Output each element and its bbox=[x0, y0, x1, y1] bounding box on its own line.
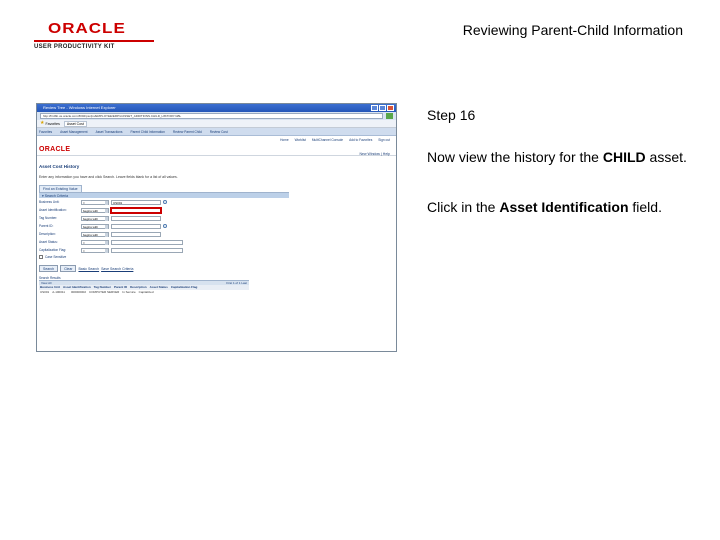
lookup-icon[interactable] bbox=[163, 224, 167, 228]
instruction-text: Now view the history for the bbox=[427, 149, 603, 165]
criteria-row-description bbox=[39, 230, 394, 238]
ps-oracle-logo: ORACLE bbox=[39, 146, 71, 153]
nav-multichannel[interactable]: MultiChannel Console bbox=[311, 138, 344, 142]
criteria-label: Parent ID: bbox=[39, 224, 54, 228]
menu-item[interactable]: Review Cost bbox=[209, 129, 228, 134]
app-screenshot bbox=[36, 103, 397, 352]
operator-select[interactable]: begins with bbox=[81, 224, 109, 229]
case-sensitive-row bbox=[39, 255, 394, 259]
case-sensitive-label: Case Sensitive bbox=[45, 255, 67, 259]
logo-rule bbox=[34, 40, 154, 42]
column-header[interactable]: Tag Number bbox=[93, 285, 111, 289]
instruction-emphasis: Asset Identification bbox=[499, 199, 629, 215]
instruction-text: Click in the bbox=[427, 199, 500, 215]
operator-select[interactable]: = bbox=[81, 240, 109, 245]
header-links[interactable]: New Window | Help bbox=[359, 152, 390, 156]
column-header[interactable]: Capitalization Flag bbox=[170, 285, 198, 289]
slide-title: Reviewing Parent-Child Information bbox=[462, 22, 683, 38]
table-cell: COMPUTER SERVER bbox=[89, 290, 120, 294]
browser-titlebar bbox=[37, 104, 396, 112]
results-title: Search Results bbox=[39, 276, 61, 280]
instruction-text: asset. bbox=[645, 149, 687, 165]
logo-subtitle: USER PRODUCTIVITY KIT bbox=[34, 44, 115, 50]
ps-content bbox=[37, 156, 396, 299]
table-cell: A-100011 bbox=[52, 290, 65, 294]
favorites-label: Favorites bbox=[45, 121, 60, 126]
column-header[interactable]: Parent ID bbox=[113, 285, 128, 289]
table-cell: Capitalized bbox=[138, 290, 154, 294]
page-title: Asset Cost History bbox=[39, 164, 80, 169]
window-controls bbox=[371, 104, 396, 112]
favorites-bar bbox=[37, 120, 396, 128]
search-button[interactable]: Search bbox=[39, 265, 58, 272]
criteria-row-asset-status bbox=[39, 238, 394, 246]
criteria-label: Tag Number: bbox=[39, 216, 58, 220]
results-pager[interactable]: First 1 of 1 Last bbox=[226, 281, 247, 285]
save-criteria-link[interactable]: Save Search Criteria bbox=[101, 266, 134, 271]
column-header[interactable]: Business Unit bbox=[40, 285, 61, 289]
close-icon[interactable] bbox=[387, 105, 394, 111]
menu-item[interactable]: Favorites bbox=[39, 129, 53, 134]
lookup-icon[interactable] bbox=[163, 200, 167, 204]
criteria-row-asset-id bbox=[39, 206, 394, 214]
logo-word: ORACLE bbox=[48, 20, 126, 37]
criteria-label: Capitalization Flag: bbox=[39, 248, 67, 252]
column-header[interactable]: Asset Status bbox=[149, 285, 168, 289]
browser-tab[interactable]: Asset Cost bbox=[64, 121, 87, 127]
table-row[interactable] bbox=[39, 290, 249, 295]
criteria-row-business-unit bbox=[39, 198, 394, 206]
operator-select[interactable]: begins with bbox=[81, 232, 109, 237]
column-header[interactable]: Description bbox=[130, 285, 147, 289]
operator-select[interactable]: = bbox=[81, 248, 109, 253]
ps-header bbox=[37, 144, 396, 156]
clear-button[interactable]: Clear bbox=[60, 265, 76, 272]
url-field[interactable]: http://hrdbb.us.oracle.com:8002/psc/ps/EMPLOYEE/ERP/c/ASSET_ADDITIONS.CHILD_HISTORY.GBL bbox=[40, 113, 383, 119]
search-results bbox=[39, 276, 394, 295]
nav-add-favorites[interactable]: Add to Favorites bbox=[349, 138, 373, 142]
business-unit-input[interactable]: US001 bbox=[111, 200, 161, 205]
menu-item[interactable]: Parent Child Information bbox=[130, 129, 165, 134]
nav-sign-out[interactable]: Sign out bbox=[378, 138, 390, 142]
asset-status-select[interactable] bbox=[111, 240, 183, 245]
criteria-row-tag-number bbox=[39, 214, 394, 222]
parent-id-input[interactable] bbox=[111, 224, 161, 229]
view-all-link[interactable]: View All bbox=[41, 281, 52, 285]
operator-select[interactable]: = bbox=[81, 200, 109, 205]
table-cell: 000000002 bbox=[70, 290, 87, 294]
menu-item[interactable]: Asset Management bbox=[60, 129, 88, 134]
criteria-label: Search Criteria bbox=[44, 194, 69, 198]
instruction-text-1 bbox=[427, 149, 687, 166]
criteria-label: Description: bbox=[39, 232, 56, 236]
asset-identification-input[interactable] bbox=[111, 208, 161, 213]
address-bar bbox=[37, 112, 396, 120]
minimize-icon[interactable] bbox=[371, 105, 378, 111]
favorites-button[interactable] bbox=[40, 121, 60, 126]
column-header[interactable]: Asset Identification bbox=[63, 285, 91, 289]
operator-select[interactable]: begins with bbox=[81, 208, 109, 213]
tab-find-existing[interactable]: Find an Existing Value bbox=[39, 185, 82, 192]
basic-search-link[interactable]: Basic Search bbox=[78, 266, 100, 271]
maximize-icon[interactable] bbox=[379, 105, 386, 111]
menu-item[interactable]: Review Parent Child bbox=[172, 129, 202, 134]
browser-window-title: Review Tree - Windows Internet Explorer bbox=[43, 105, 116, 110]
operator-select[interactable]: begins with bbox=[81, 216, 109, 221]
table-cell: US001 bbox=[40, 290, 50, 294]
menu-item[interactable]: Asset Transactions bbox=[95, 129, 123, 134]
nav-home[interactable]: Home bbox=[280, 138, 289, 142]
case-sensitive-checkbox[interactable] bbox=[39, 255, 43, 259]
oracle-upk-logo bbox=[34, 22, 154, 50]
table-cell: In Service bbox=[122, 290, 136, 294]
description-input[interactable] bbox=[111, 232, 161, 237]
instruction-text-2 bbox=[427, 199, 687, 216]
criteria-label: Business Unit: bbox=[39, 200, 60, 204]
criteria-row-parent-id bbox=[39, 222, 394, 230]
tag-number-input[interactable] bbox=[111, 216, 161, 221]
criteria-row-cap-flag bbox=[39, 246, 394, 254]
nav-worklist[interactable]: Worklist bbox=[294, 138, 306, 142]
criteria-label: Asset Identification: bbox=[39, 208, 67, 212]
search-buttons bbox=[39, 265, 394, 272]
ps-top-nav bbox=[37, 136, 396, 144]
instruction-text: field. bbox=[628, 199, 662, 215]
star-icon: ★ bbox=[40, 120, 45, 126]
ps-menu-breadcrumb bbox=[37, 128, 396, 136]
step-number: Step 16 bbox=[427, 107, 476, 123]
search-criteria-bar: ▾ Search Criteria bbox=[39, 192, 289, 198]
instruction-emphasis: CHILD bbox=[602, 149, 646, 165]
instructions: Enter any information you have and click Search. Leave fields blank for a list of all values. bbox=[39, 175, 178, 179]
capitalization-select[interactable] bbox=[111, 248, 183, 253]
criteria-label: Asset Status: bbox=[39, 240, 58, 244]
go-icon[interactable] bbox=[386, 113, 393, 119]
